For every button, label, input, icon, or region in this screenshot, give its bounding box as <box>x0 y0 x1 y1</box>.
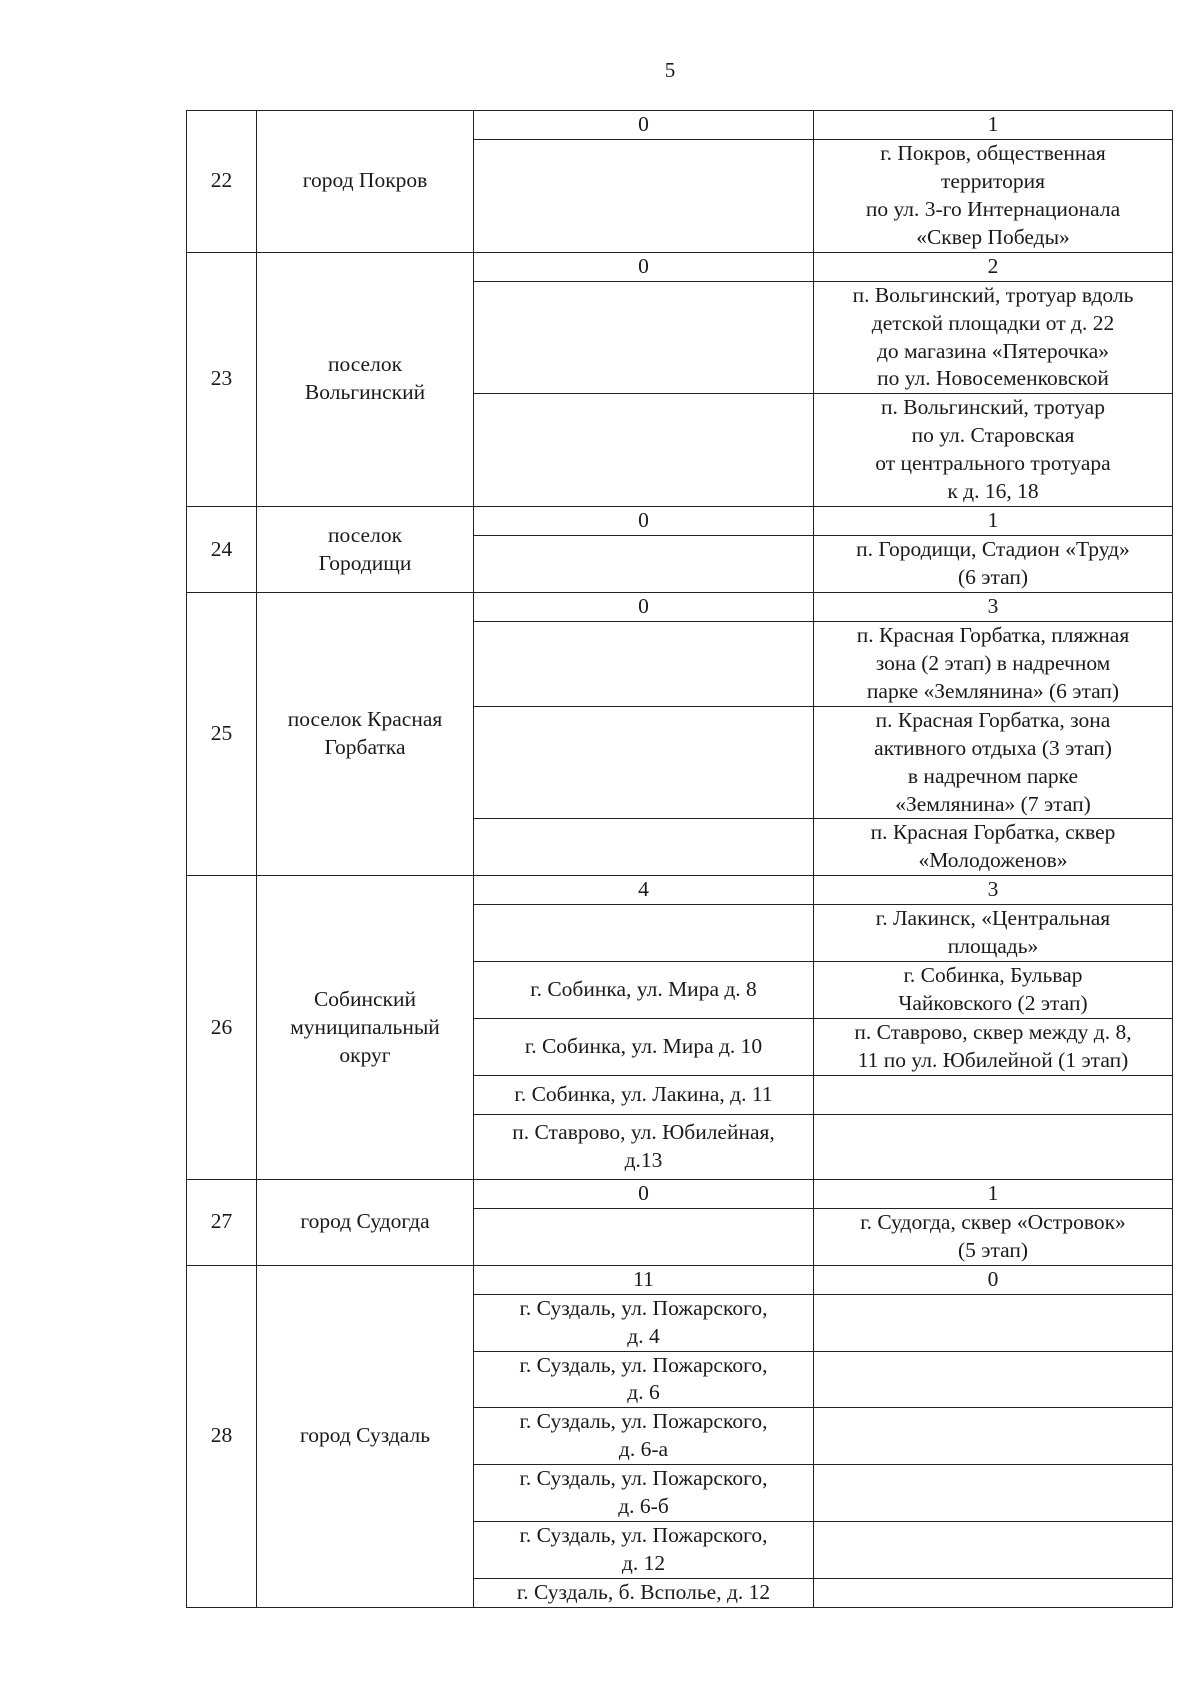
count-a: 0 <box>474 507 814 536</box>
row-number: 25 <box>187 592 257 875</box>
item-address-a: г. Суздаль, ул. Пожарского, д. 6-а <box>474 1408 814 1465</box>
item-address-a: г. Суздаль, б. Всполье, д. 12 <box>474 1579 814 1608</box>
item-address-a: г. Суздаль, ул. Пожарского, д. 12 <box>474 1522 814 1579</box>
count-a: 0 <box>474 252 814 281</box>
item-address-b <box>814 1408 1173 1465</box>
item-address-b <box>814 1465 1173 1522</box>
item-address-b <box>814 1294 1173 1351</box>
row-group-header <box>187 1179 1173 1208</box>
item-address-b: п. Городищи, Стадион «Труд» (6 этап) <box>814 536 1173 593</box>
item-address-b: п. Красная Горбатка, сквер «Молодоженов» <box>814 819 1173 876</box>
count-b: 3 <box>814 876 1173 905</box>
item-address-b: г. Судогда, сквер «Островок» (5 этап) <box>814 1208 1173 1265</box>
item-address-b <box>814 1351 1173 1408</box>
count-b: 1 <box>814 111 1173 140</box>
count-b: 1 <box>814 1179 1173 1208</box>
item-address-a: г. Собинка, ул. Мира д. 8 <box>474 962 814 1019</box>
item-address-a: г. Суздаль, ул. Пожарского, д. 6-б <box>474 1465 814 1522</box>
item-address-a <box>474 621 814 706</box>
item-address-b: п. Ставрово, сквер между д. 8, 11 по ул. Юбилейной (1 этап) <box>814 1019 1173 1076</box>
page-number: 5 <box>664 58 676 82</box>
item-address-a: г. Собинка, ул. Лакина, д. 11 <box>474 1075 814 1114</box>
item-address-b: п. Вольгинский, тротуар по ул. Старовская от центрального тротуара к д. 16, 18 <box>814 394 1173 507</box>
row-number: 26 <box>187 876 257 1180</box>
item-address-b <box>814 1114 1173 1179</box>
item-address-a <box>474 819 814 876</box>
municipality-name: город Суздаль <box>257 1265 474 1607</box>
row-group-header <box>187 876 1173 905</box>
item-address-a <box>474 281 814 394</box>
item-address-a <box>474 905 814 962</box>
municipality-name: город Судогда <box>257 1179 474 1265</box>
item-address-a <box>474 706 814 819</box>
item-address-a: г. Суздаль, ул. Пожарского, д. 6 <box>474 1351 814 1408</box>
row-group-header <box>187 507 1173 536</box>
municipality-name: поселок Вольгинский <box>257 252 474 506</box>
row-group-header <box>187 252 1173 281</box>
count-a: 11 <box>474 1265 814 1294</box>
count-b: 1 <box>814 507 1173 536</box>
count-b: 0 <box>814 1265 1173 1294</box>
row-number: 27 <box>187 1179 257 1265</box>
item-address-a <box>474 1208 814 1265</box>
count-a: 0 <box>474 1179 814 1208</box>
item-address-a: п. Ставрово, ул. Юбилейная, д.13 <box>474 1114 814 1179</box>
item-address-b: п. Красная Горбатка, пляжная зона (2 этап) в надречном парке «Землянина» (6 этап) <box>814 621 1173 706</box>
item-address-a <box>474 536 814 593</box>
row-group-header <box>187 111 1173 140</box>
item-address-a: г. Собинка, ул. Мира д. 10 <box>474 1019 814 1076</box>
item-address-a <box>474 139 814 252</box>
municipality-name: поселок Красная Горбатка <box>257 592 474 875</box>
item-address-b <box>814 1522 1173 1579</box>
item-address-b: п. Красная Горбатка, зона активного отдыха (3 этап) в надречном парке «Землянина» (7 этап) <box>814 706 1173 819</box>
row-number: 24 <box>187 507 257 593</box>
municipality-name: город Покров <box>257 111 474 253</box>
item-address-a: г. Суздаль, ул. Пожарского, д. 4 <box>474 1294 814 1351</box>
municipality-name: поселок Городищи <box>257 507 474 593</box>
count-a: 0 <box>474 592 814 621</box>
item-address-b: г. Собинка, Бульвар Чайковского (2 этап) <box>814 962 1173 1019</box>
row-group-header <box>187 1265 1173 1294</box>
row-number: 23 <box>187 252 257 506</box>
count-a: 4 <box>474 876 814 905</box>
item-address-b <box>814 1579 1173 1608</box>
count-a: 0 <box>474 111 814 140</box>
count-b: 3 <box>814 592 1173 621</box>
item-address-b: п. Вольгинский, тротуар вдоль детской площадки от д. 22 до магазина «Пятерочка» по ул. Новосеменковской <box>814 281 1173 394</box>
item-address-a <box>474 394 814 507</box>
municipality-name: Собинский муниципальный округ <box>257 876 474 1180</box>
count-b: 2 <box>814 252 1173 281</box>
row-number: 28 <box>187 1265 257 1607</box>
registry-table <box>186 110 1173 1608</box>
item-address-b: г. Лакинск, «Центральная площадь» <box>814 905 1173 962</box>
item-address-b: г. Покров, общественная территория по ул. 3-го Интернационала «Сквер Победы» <box>814 139 1173 252</box>
row-group-header <box>187 592 1173 621</box>
row-number: 22 <box>187 111 257 253</box>
item-address-b <box>814 1075 1173 1114</box>
registry-body <box>187 111 1173 1608</box>
